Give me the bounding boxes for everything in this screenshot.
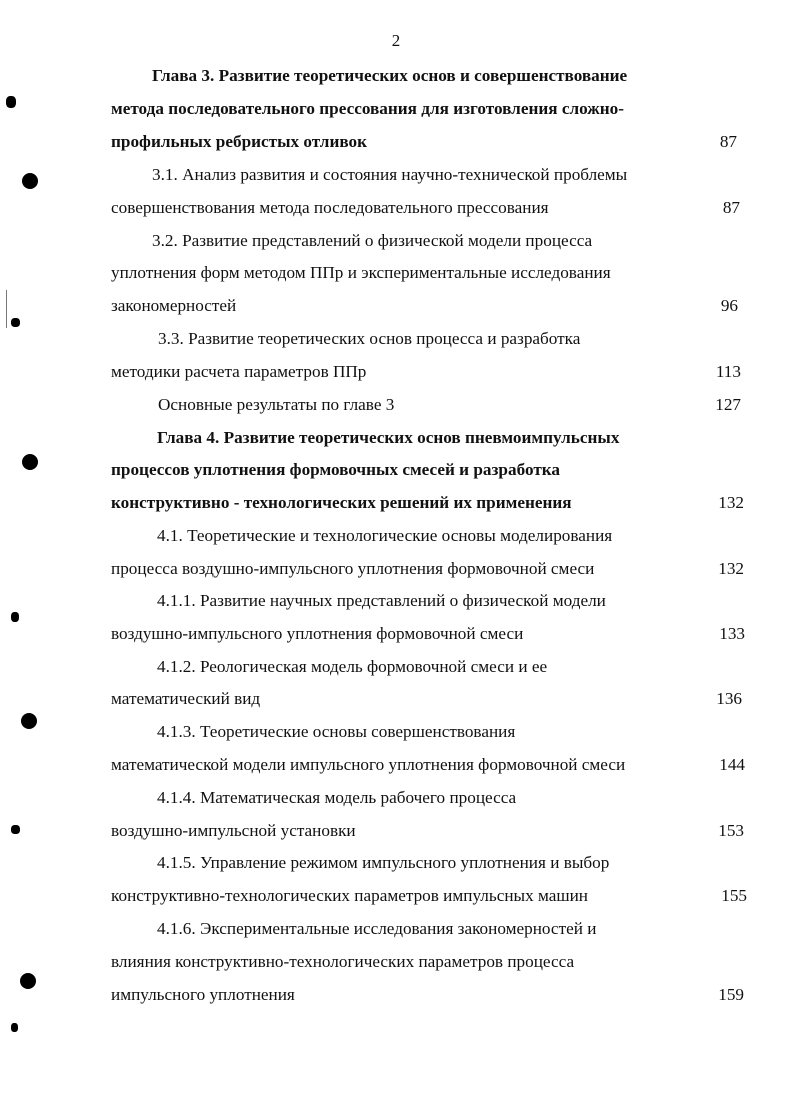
punch-hole xyxy=(20,973,36,989)
toc-entry-text: математической модели импульсного уплотнения формовочной смеси xyxy=(111,755,626,774)
toc-page-number: 127 xyxy=(715,395,741,414)
toc-page-number: 136 xyxy=(716,689,742,708)
toc-entry-text: Основные результаты по главе 3 xyxy=(158,395,395,414)
toc-entry-text: 3.2. Развитие представлений о физической модели процесса xyxy=(152,231,593,250)
toc-page-number: 87 xyxy=(719,132,737,151)
toc-entry-text: 3.3. Развитие теоретических основ процесса и разработка xyxy=(158,329,581,348)
toc-page-number: 132 xyxy=(718,493,744,512)
toc-page-number: 132 xyxy=(718,559,744,578)
toc-entry-text: конструктивно-технологических параметров импульсных машин xyxy=(111,886,588,905)
toc-entry-text: Глава 3. Развитие теоретических основ и совершенствование xyxy=(152,66,628,85)
scan-speck xyxy=(11,612,19,622)
toc-entry-text: профильных ребристых отливок xyxy=(111,132,368,151)
toc-page-number: 155 xyxy=(721,886,747,905)
toc-entry-text: процессов уплотнения формовочных смесей и разработка xyxy=(111,460,560,479)
toc-entry-text: методики расчета параметров ППр xyxy=(111,362,367,381)
scan-speck xyxy=(11,825,20,834)
toc-entry-text: 3.1. Анализ развития и состояния научно-технической проблемы xyxy=(152,165,628,184)
toc-entry-text: 4.1.3. Теоретические основы совершенствования xyxy=(157,722,516,741)
toc-page-number: 133 xyxy=(719,624,745,643)
toc-entry-text: воздушно-импульсного уплотнения формовочной смеси xyxy=(111,624,524,643)
toc-entry-text: конструктивно - технологических решений их применения xyxy=(111,493,572,512)
toc-entry-text: 4.1.1. Развитие научных представлений о физической модели xyxy=(157,591,606,610)
toc-entry-text: уплотнения форм методом ППр и экспериментальные исследования xyxy=(111,263,611,282)
page-number: 2 xyxy=(391,31,401,50)
toc-page-number: 96 xyxy=(720,296,738,315)
toc-entry-text: метода последовательного прессования для изготовления сложно- xyxy=(111,99,624,118)
scan-line xyxy=(6,290,7,328)
toc-page-number: 153 xyxy=(718,821,744,840)
toc-entry-text: Глава 4. Развитие теоретических основ пневмоимпульсных xyxy=(157,428,620,447)
toc-page-number: 159 xyxy=(718,985,744,1004)
punch-hole xyxy=(22,454,38,470)
toc-entry-text: 4.1.4. Математическая модель рабочего процесса xyxy=(157,788,517,807)
toc-page-number: 87 xyxy=(722,198,740,217)
punch-hole xyxy=(21,713,37,729)
toc-entry-text: 4.1. Теоретические и технологические основы моделирования xyxy=(157,526,613,545)
scan-speck xyxy=(11,1023,18,1032)
toc-entry-text: 4.1.6. Экспериментальные исследования закономерностей и xyxy=(157,919,597,938)
scan-speck xyxy=(6,96,16,108)
toc-entry-text: воздушно-импульсной установки xyxy=(111,821,356,840)
toc-entry-text: математический вид xyxy=(111,689,261,708)
toc-entry-text: 4.1.2. Реологическая модель формовочной смеси и ее xyxy=(157,657,548,676)
toc-entry-text: закономерностей xyxy=(111,296,237,315)
toc-entry-text: импульсного уплотнения xyxy=(111,985,295,1004)
toc-entry-text: совершенствования метода последовательного прессования xyxy=(111,198,549,217)
toc-page-number: 144 xyxy=(719,755,745,774)
punch-hole xyxy=(22,173,38,189)
toc-page-number: 113 xyxy=(715,362,741,381)
toc-entry-text: 4.1.5. Управление режимом импульсного уплотнения и выбор xyxy=(157,853,610,872)
toc-entry-text: процесса воздушно-импульсного уплотнения формовочной смеси xyxy=(111,559,595,578)
scan-speck xyxy=(11,318,20,327)
toc-entry-text: влияния конструктивно-технологических параметров процесса xyxy=(111,952,575,971)
